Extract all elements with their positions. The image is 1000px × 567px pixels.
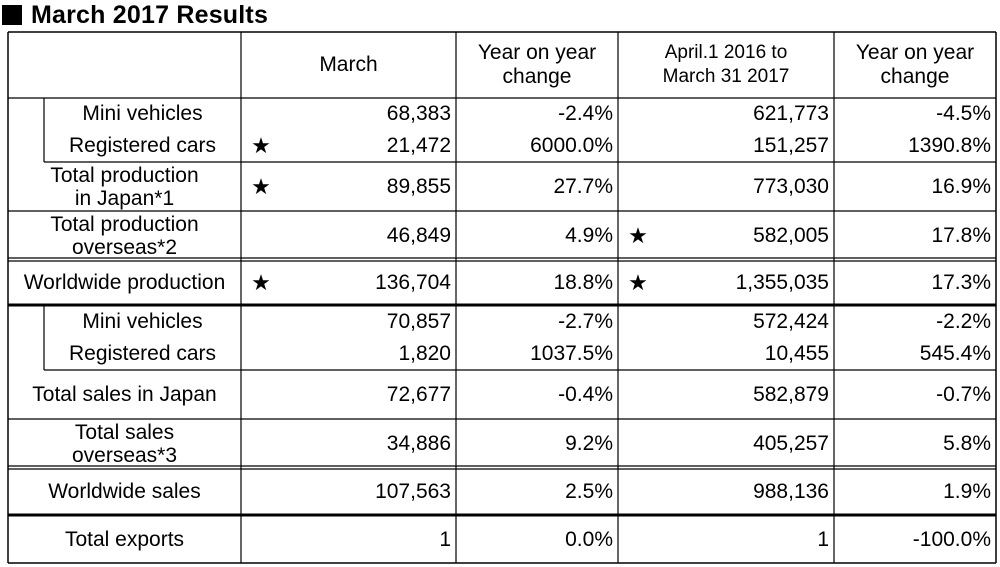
- header-period: [618, 32, 834, 98]
- value-march: 21,472: [386, 134, 451, 157]
- value-period: 1,355,035: [735, 271, 829, 294]
- row-label-line: overseas*2: [71, 235, 178, 259]
- row-label-line: Total sales in Japan: [32, 382, 217, 406]
- value-period: 582,005: [753, 223, 829, 247]
- value-yoy-period: 545.4%: [919, 342, 991, 365]
- row-label-line: in Japan*1: [74, 186, 175, 210]
- row-label: [44, 98, 241, 130]
- row-label-line: Total production: [50, 212, 199, 236]
- value-yoy-period: 17.3%: [931, 271, 991, 294]
- value-yoy-month: 2.5%: [565, 480, 613, 503]
- value-march: 107,563: [375, 480, 451, 503]
- row-label-line: Worldwide production: [23, 271, 226, 294]
- row-label: [8, 162, 241, 211]
- row-label: [8, 260, 241, 306]
- value-period: 1: [817, 527, 829, 551]
- row-label-line: Mini vehicles: [82, 310, 203, 333]
- row-label: [8, 419, 241, 468]
- header-yoy-month-line2: change: [502, 65, 572, 88]
- header-yoy-period-line2: change: [880, 65, 950, 88]
- value-yoy-month: -0.4%: [558, 382, 613, 406]
- star-icon: ★: [251, 133, 271, 158]
- value-yoy-month: -2.4%: [558, 102, 613, 125]
- value-yoy-month: 27.7%: [553, 174, 613, 198]
- value-yoy-month: 0.0%: [565, 527, 613, 551]
- value-yoy-period: 5.8%: [943, 431, 991, 455]
- value-march: 46,849: [386, 223, 451, 247]
- value-yoy-period: -4.5%: [936, 102, 991, 125]
- row-label: [44, 306, 241, 338]
- value-march: 89,855: [386, 174, 451, 198]
- value-yoy-period: 1.9%: [943, 480, 991, 503]
- value-period: 10,455: [764, 342, 829, 365]
- header-march: [241, 32, 456, 98]
- row-label: [8, 370, 241, 419]
- row-label-line: Worldwide sales: [48, 480, 201, 503]
- row-label: [44, 338, 241, 370]
- header-yoy-period-line1: Year on year: [855, 41, 975, 64]
- value-yoy-month: -2.7%: [558, 310, 613, 333]
- value-yoy-period: 1390.8%: [908, 134, 991, 157]
- row-label: [8, 211, 241, 260]
- header-march-label: March: [319, 53, 378, 76]
- row-label-line: Mini vehicles: [82, 102, 203, 125]
- value-march: 1,820: [398, 342, 451, 365]
- value-march: 70,857: [386, 310, 451, 333]
- row-label: [8, 516, 241, 563]
- value-yoy-period: 16.9%: [931, 174, 991, 198]
- value-period: 151,257: [753, 134, 829, 157]
- row-label: [8, 468, 241, 516]
- value-period: 988,136: [753, 480, 829, 503]
- value-period: 572,424: [753, 310, 829, 333]
- header-yoy-period: [834, 32, 996, 98]
- value-yoy-period: -100.0%: [912, 527, 991, 551]
- star-icon: ★: [251, 270, 271, 295]
- row-label-line: Total production: [50, 163, 199, 187]
- header-yoy-month: [456, 32, 618, 98]
- value-march: 136,704: [375, 271, 451, 294]
- value-period: 773,030: [753, 174, 829, 198]
- value-yoy-period: -2.2%: [936, 310, 991, 333]
- value-march: 72,677: [386, 382, 451, 406]
- value-yoy-month: 4.9%: [565, 223, 613, 247]
- value-yoy-period: -0.7%: [936, 382, 991, 406]
- header-yoy-month-line1: Year on year: [477, 41, 597, 64]
- report-title-text: March 2017 Results: [31, 0, 269, 29]
- value-yoy-period: 17.8%: [931, 223, 991, 247]
- header-period-line2: March 31 2017: [662, 66, 790, 87]
- star-icon: ★: [251, 173, 271, 199]
- star-icon: ★: [628, 222, 648, 248]
- value-yoy-month: 18.8%: [553, 271, 613, 294]
- value-period: 405,257: [753, 431, 829, 455]
- star-icon: ★: [628, 270, 648, 295]
- value-march: 68,383: [386, 102, 451, 125]
- value-march: 34,886: [386, 431, 451, 455]
- row-label: [44, 130, 241, 162]
- row-label-line: Registered cars: [68, 134, 217, 157]
- header-period-line1: April.1 2016 to: [664, 42, 788, 63]
- value-period: 621,773: [753, 102, 829, 125]
- row-label-line: Total sales: [74, 420, 175, 444]
- value-march: 1: [439, 527, 451, 551]
- value-period: 582,879: [753, 382, 829, 406]
- value-yoy-month: 1037.5%: [530, 342, 613, 365]
- row-label-line: Registered cars: [68, 342, 217, 365]
- row-label-line: Total exports: [64, 527, 185, 551]
- value-yoy-month: 9.2%: [565, 431, 613, 455]
- value-yoy-month: 6000.0%: [530, 134, 613, 157]
- row-label-line: overseas*3: [71, 443, 178, 467]
